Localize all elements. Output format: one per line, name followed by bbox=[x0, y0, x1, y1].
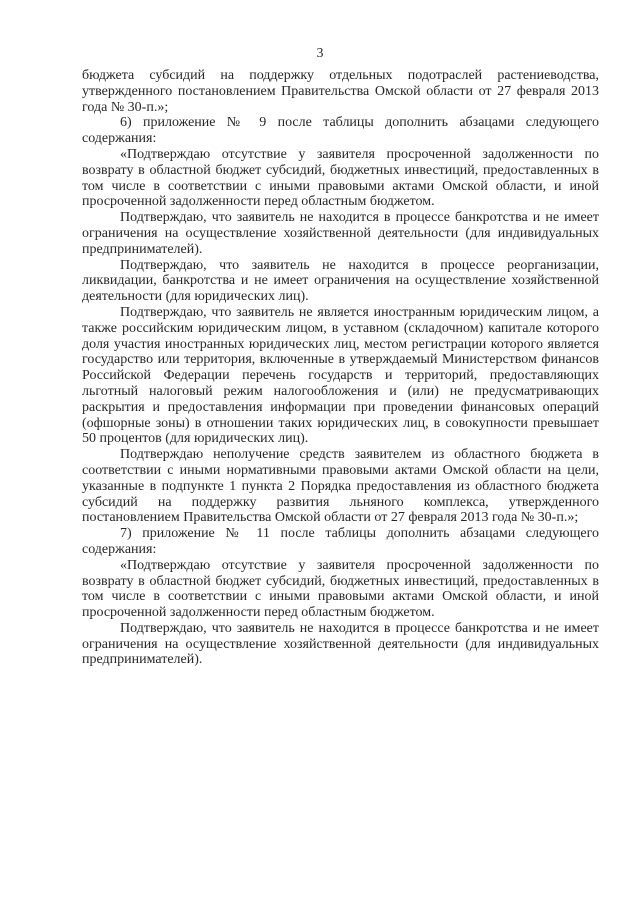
paragraph: бюджета субсидий на поддержку отдельных подотраслей растениеводства, утвержденного постановлением Правительства Омской области от 27 февраля 2013 года № 30-п.»; bbox=[82, 68, 599, 115]
paragraph: Подтверждаю, что заявитель не находится в процессе реорганизации, ликвидации, банкротства и не имеет ограничения на осуществление хозяйственной деятельности (для юридических лиц). bbox=[82, 257, 599, 305]
paragraph: «Подтверждаю отсутствие у заявителя просроченной задолженности по возврату в областной бюджет субсидий, бюджетных инвестиций, предоставленных в том числе в соответствии с иными правовыми актами Омской области, и иной просроченной задолженности перед областным бюджетом. bbox=[82, 146, 599, 210]
paragraph: 6) приложение № 9 после таблицы дополнить абзацами следующего содержания: bbox=[82, 115, 599, 147]
paragraph: Подтверждаю, что заявитель не находится в процессе банкротства и не имеет ограничения на осуществление хозяйственной деятельности (для индивидуальных предпринимателей). bbox=[82, 210, 599, 257]
paragraph: Подтверждаю, что заявитель не находится в процессе банкротства и не имеет ограничения на осуществление хозяйственной деятельности (для индивидуальных предпринимателей). bbox=[82, 620, 599, 668]
paragraph: «Подтверждаю отсутствие у заявителя просроченной задолженности по возврату в областной бюджет субсидий, бюджетных инвестиций, предоставленных в том числе в соответствии с иными правовыми актами Омской области, и иной просроченной задолженности перед областным бюджетом. bbox=[82, 557, 599, 621]
page-number: 3 bbox=[316, 46, 324, 61]
document-body bbox=[82, 68, 599, 668]
paragraph: 7) приложение № 11 после таблицы дополнить абзацами следующего содержания: bbox=[82, 526, 599, 557]
paragraph: Подтверждаю неполучение средств заявителем из областного бюджета в соответствии с иными нормативными правовыми актами Омской области на цели, указанные в подпункте 1 пункта 2 Порядка предоставления из областного бюджета субсидий на поддержку развития льняного комплекса, утвержденного постановлением Правительства Омской области от 27 февраля 2013 года № 30-п.»; bbox=[82, 447, 599, 526]
paragraph: Подтверждаю, что заявитель не является иностранным юридическим лицом, а также российским юридическим лицом, в уставном (складочном) капитале которого доля участия иностранных юридических лиц, местом регистрации которого является государство или территория, включенные в утверждаемый Министерством финансов Российской Федерации перечень государств и территорий, предоставляющих льготный налоговый режим налогообложения и (или) не предусматривающих раскрытия и предоставления информации при проведении финансовых операций (офшорные зоны) в отношении таких юридических лиц, в совокупности превышает 50 процентов (для юридических лиц). bbox=[82, 304, 599, 447]
